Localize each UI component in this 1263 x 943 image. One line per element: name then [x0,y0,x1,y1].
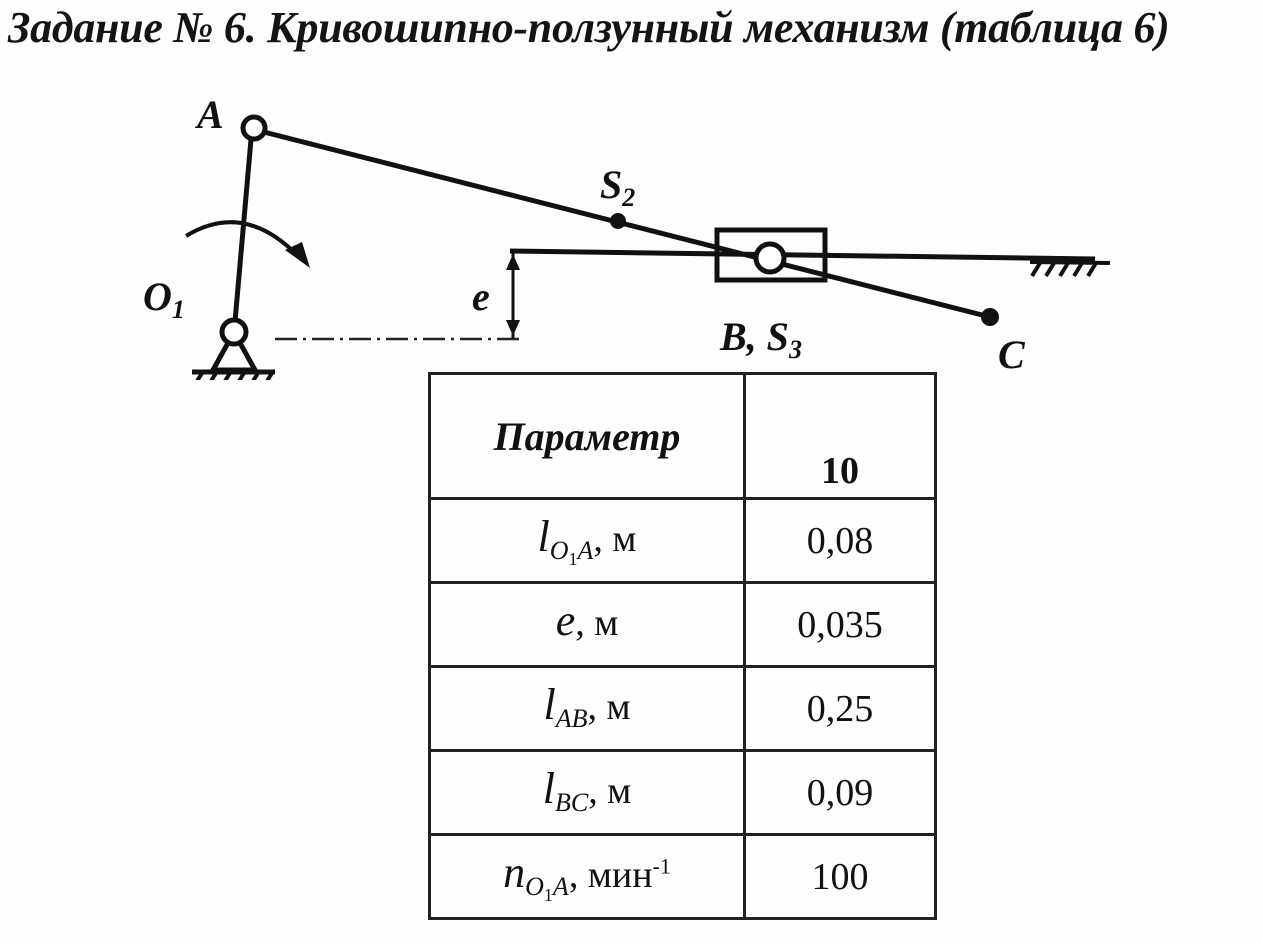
slider-guide [510,251,1095,259]
label-O1: $O_1$ [143,274,185,324]
param-name: $n_{O_1A}$, мин$^{-1}$ [430,835,745,919]
guide-hatch [1032,263,1096,276]
joint-B [756,244,784,272]
param-name: $l_{BC}$, м [430,751,745,835]
param-value: 0,09 [745,751,936,835]
table-row [430,583,936,667]
label-B-S3: B, $S_3$ [720,314,802,364]
label-e: e [472,274,490,319]
header-variant-number: 10 [745,445,936,499]
table-row [430,835,936,919]
param-value: 100 [745,835,936,919]
e-arrow-bottom [506,320,520,336]
e-arrow-top [506,254,520,270]
param-name: $l_{O_1A}$, м [430,499,745,583]
parameters-table [428,372,937,920]
param-value: 0,25 [745,667,936,751]
param-name: e, м [430,583,745,667]
param-value: 0,08 [745,499,936,583]
param-value: 0,035 [745,583,936,667]
param-name: $l_{AB}$, м [430,667,745,751]
joint-O1 [222,320,246,344]
label-S2: $S_2$ [600,162,636,212]
header-variant-top [745,374,936,446]
label-C: C [998,332,1025,377]
guide-ground [1030,262,1110,263]
label-A: A [197,92,224,137]
point-C [981,308,999,326]
header-parameter: Параметр [430,374,745,499]
table-row [430,667,936,751]
task-title: Задание № 6. Кривошипно-ползунный механизм (таблица 6) [8,3,1170,52]
crank-O1A [234,128,252,333]
table-row [430,751,936,835]
mechanism-scheme [0,70,1263,380]
joint-A [243,117,265,139]
table-row [430,499,936,583]
point-S2 [610,213,626,229]
